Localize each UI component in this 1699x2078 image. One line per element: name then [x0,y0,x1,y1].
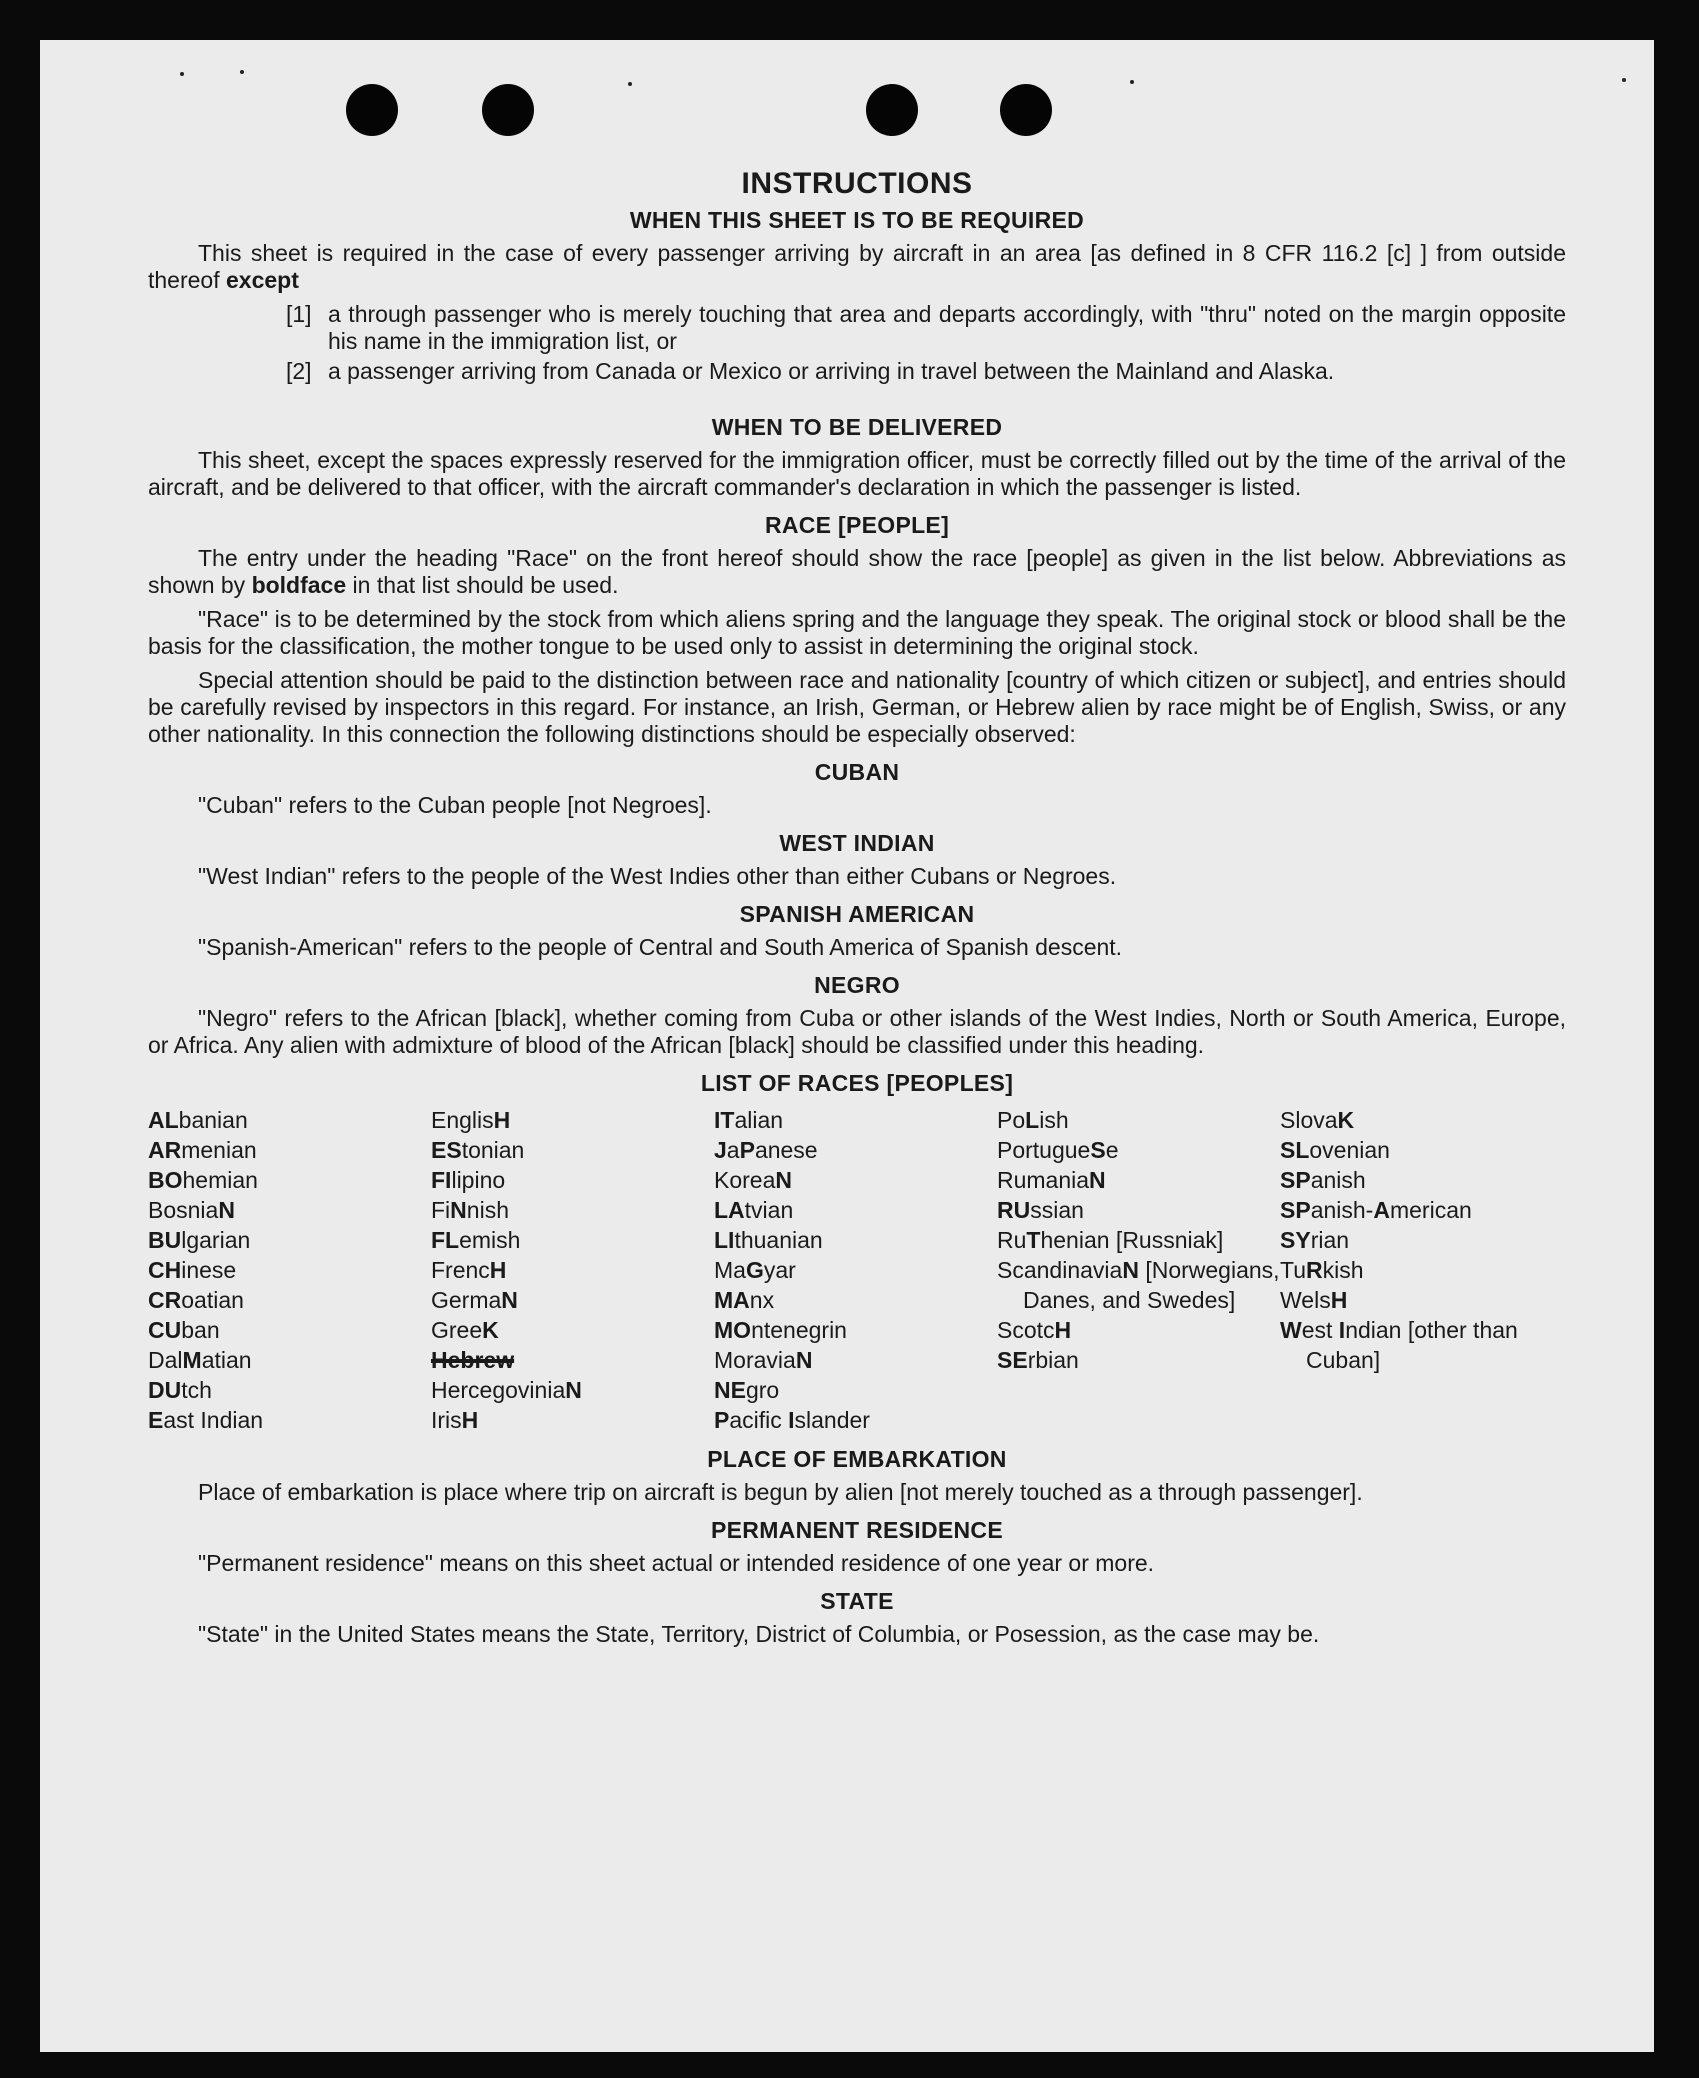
race-entry [148,1255,431,1285]
race-entry [997,1345,1280,1375]
race-entry [1280,1285,1563,1315]
race-name-part: tvian [744,1197,794,1223]
race-name-part: inese [181,1257,237,1283]
required-intro-text: This sheet is required in the case of every passenger arriving by aircraft in an area [as defined in 8 CFR 116.2 [c] ] from outside thereof [148,240,1566,293]
punch-hole [1000,84,1052,136]
race-name-part: Gree [431,1317,483,1343]
race-abbreviation: N [450,1197,467,1223]
item-text: a passenger arriving from Canada or Mexico or arriving in travel between the Mainland and Alaska. [328,358,1335,384]
race-column [431,1105,714,1435]
race-entry [148,1315,431,1345]
race-abbreviation: SP [1280,1167,1311,1193]
race-abbreviation: E [148,1407,164,1433]
race-abbreviation: N [1089,1167,1106,1193]
race-name-part: atian [201,1347,252,1373]
paper-speck [1130,80,1134,84]
embarkation-text: Place of embarkation is place where trip on aircraft is begun by alien [not merely touched as a through passenger]. [198,1479,1363,1505]
race-abbreviation: MO [714,1317,752,1343]
race-entry [1280,1135,1563,1165]
race-entry [431,1225,714,1255]
race-name-part: tonian [461,1137,525,1163]
residence-text: "Permanent residence" means on this sheet actual or intended residence of one year or more. [198,1550,1155,1576]
cuban-text: "Cuban" refers to the Cuban people [not Negroes]. [198,792,712,818]
race-entry [431,1285,714,1315]
race-name-part: Po [997,1107,1026,1133]
race-name-part: Englis [431,1107,494,1133]
race-entry [714,1165,997,1195]
race-name-part: hemian [182,1167,258,1193]
race-name-part: [Norwegians, Danes, and Swedes] [1023,1257,1280,1313]
race-abbreviation: K [482,1317,499,1343]
race-name-part: Korea [714,1167,776,1193]
race-name-part: Ru [997,1227,1027,1253]
race-name-part: anish [1310,1167,1366,1193]
section-heading-required: WHEN THIS SHEET IS TO BE REQUIRED [629,207,1085,233]
race-column [148,1105,431,1435]
race-entry [997,1195,1280,1225]
list-item [148,358,1566,385]
race-name-part: rbian [1027,1347,1079,1373]
race-name-part: oatian [181,1287,244,1313]
race-name-part: nish [466,1197,509,1223]
race-entry [148,1405,431,1435]
race-abbreviation: N [218,1197,235,1223]
race-abbreviation: N [565,1377,582,1403]
race-abbreviation: BU [148,1227,182,1253]
race-abbreviation: I [788,1407,795,1433]
race-entry [714,1105,997,1135]
race-entry [431,1345,714,1375]
race-name-part: Dal [148,1347,183,1373]
race-name-part: ovenian [1309,1137,1390,1163]
race-name-part: Wels [1280,1287,1331,1313]
race-abbreviation: G [745,1257,764,1283]
section-heading-embarkation: PLACE OF EMBARKATION [707,1446,1007,1472]
race-abbreviation: N [795,1347,813,1373]
race-name-part: slander [794,1407,870,1433]
race-name-part: Slova [1280,1107,1338,1133]
race-entry [997,1255,1280,1315]
race-abbreviation: N [775,1167,792,1193]
race-abbreviation: MA [714,1287,750,1313]
race-paragraph-3: Special attention should be paid to the distinction between race and nationality [country of which citizen or subject], and entries should be carefully revised by inspectors in this regard. For instance, an Irish, German, or Hebrew alien by race might be of English, Swiss, or any other nationality. In this connection the following distinctions should be especially observed: [148,667,1566,747]
race-name-part: ish [1039,1107,1069,1133]
race-entry [431,1405,714,1435]
race-abbreviation: SP [1280,1197,1311,1223]
race-name-part: e [1105,1137,1119,1163]
races-list [148,1105,1566,1435]
page-title: INSTRUCTIONS [741,167,973,200]
race-entry [148,1135,431,1165]
race-name-part: ndian [other than Cuban] [1306,1317,1518,1373]
race-name-part: a [726,1137,740,1163]
race-abbreviation: RU [997,1197,1031,1223]
section-heading-residence: PERMANENT RESIDENCE [711,1517,1003,1543]
race-abbreviation: W [1280,1317,1302,1343]
section-heading-race: RACE [PEOPLE] [764,512,950,538]
race-name-part: Ma [714,1257,746,1283]
race-name-part: menian [181,1137,257,1163]
race-abbreviation: NE [714,1377,746,1403]
race-name-part: lipino [451,1167,506,1193]
section-heading-negro: NEGRO [814,972,900,998]
race-entry [431,1105,714,1135]
race-p1-end: in that list should be used. [346,572,619,598]
spanish-american-text: "Spanish-American" refers to the people of Central and South America of Spanish descent. [198,934,1123,960]
race-abbreviation: A [1373,1197,1390,1223]
race-name-part: tch [181,1377,212,1403]
section-heading-spanish-american: SPANISH AMERICAN [739,901,975,927]
race-name-part: anish- [1310,1197,1374,1223]
race-abbreviation: DU [148,1377,182,1403]
race-entry [431,1255,714,1285]
race-abbreviation: N [501,1287,518,1313]
race-p1-bold: boldface [251,572,347,598]
race-name-part: Rumania [997,1167,1090,1193]
race-name-part: lgarian [181,1227,251,1253]
section-heading-cuban: CUBAN [814,759,900,785]
race-name-part: Germa [431,1287,502,1313]
race-abbreviation: CR [148,1287,182,1313]
race-entry [1280,1315,1563,1375]
race-abbreviation: AL [148,1107,179,1133]
race-abbreviation: H [1054,1317,1072,1343]
race-abbreviation: N [1122,1257,1139,1283]
race-entry [148,1375,431,1405]
race-entry [1280,1195,1563,1225]
race-name-part: ban [181,1317,220,1343]
race-entry [1280,1105,1563,1135]
race-name-part: Iris [431,1407,462,1433]
race-abbreviation: I [1338,1317,1346,1343]
race-abbreviation: SL [1280,1137,1310,1163]
delivered-text: This sheet, except the spaces expressly reserved for the immigration officer, must be correctly filled out by the time of the arrival of the aircraft, and be delivered to that officer, with the aircraft commander's declaration in which the passenger is listed. [148,447,1566,500]
race-name-part: gro [745,1377,780,1403]
race-abbreviation: M [182,1347,202,1373]
race-entry [431,1315,714,1345]
race-entry [148,1165,431,1195]
section-heading-state: STATE [820,1588,894,1614]
race-name-part: ntenegrin [751,1317,847,1343]
race-p1-text: The entry under the heading "Race" on the front hereof should show the race [people] as given in the list below. Abbreviations as shown by [148,545,1566,598]
race-entry [997,1225,1280,1255]
race-paragraph-2: "Race" is to be determined by the stock from which aliens spring and the language they speak. The original stock or blood shall be the basis for the classification, the mother tongue to be used only to assist in determining the original stock. [148,606,1566,659]
race-name-part: Moravia [714,1347,796,1373]
document-page [40,40,1654,2052]
race-abbreviation: H [1330,1287,1348,1313]
race-abbreviation: ES [431,1137,462,1163]
race-abbreviation: T [1026,1227,1041,1253]
required-intro [148,240,1566,294]
race-name-part: ssian [1030,1197,1084,1223]
race-entry [714,1405,997,1435]
race-entry [997,1135,1280,1165]
race-abbreviation: H [493,1107,511,1133]
list-item [148,301,1566,355]
punch-hole [482,84,534,136]
race-entry [148,1225,431,1255]
race-entry [997,1105,1280,1135]
race-entry [714,1255,997,1285]
race-abbreviation: CH [148,1257,182,1283]
section-heading-west-indian: WEST INDIAN [779,830,935,856]
race-name-part: anese [754,1137,818,1163]
race-entry [714,1135,997,1165]
race-name-part: merican [1389,1197,1472,1223]
race-abbreviation: FL [431,1227,460,1253]
item-text: a through passenger who is merely touching that area and departs accordingly, with "thru" noted on the margin opposite his name in the immigration list, or [328,301,1566,354]
race-name-part: Frenc [431,1257,490,1283]
section-heading-list-of-races: LIST OF RACES [PEOPLES] [700,1070,1014,1096]
race-entry [714,1195,997,1225]
race-entry [714,1315,997,1345]
required-intro-except: except [226,267,299,293]
race-name-part: henian [Russniak] [1040,1227,1224,1253]
race-entry [714,1375,997,1405]
race-name-part: acific [729,1407,789,1433]
race-entry [1280,1255,1563,1285]
race-abbreviation: LI [714,1227,735,1253]
race-abbreviation: LA [714,1197,745,1223]
race-abbreviation: L [1025,1107,1040,1133]
state-text: "State" in the United States means the State, Territory, District of Columbia, or Posession, as the case may be. [198,1621,1320,1647]
negro-text: "Negro" refers to the African [black], whether coming from Cuba or other islands of the West Indies, North or South America, Europe, or Africa. Any alien with admixture of blood of the African [black] should be classified under this heading. [148,1005,1566,1058]
race-name-part: thuanian [734,1227,823,1253]
race-name-part: nx [749,1287,775,1313]
race-abbreviation: FI [431,1167,452,1193]
race-entry [148,1345,431,1375]
race-abbreviation: SE [997,1347,1028,1373]
race-entry [1280,1225,1563,1255]
race-abbreviation: J [714,1137,727,1163]
struck-race-name: Hebrew [431,1347,515,1373]
race-abbreviation: BO [148,1167,183,1193]
race-name-part: Hercegovinia [431,1377,566,1403]
race-entry [148,1105,431,1135]
race-entry [714,1285,997,1315]
race-abbreviation: K [1337,1107,1355,1133]
race-name-part: Tu [1280,1257,1306,1283]
race-name-part: Scotc [997,1317,1055,1343]
race-entry [714,1345,997,1375]
race-entry [148,1285,431,1315]
race-column [1280,1105,1563,1435]
paper-speck [1622,78,1626,82]
item-number: [1] [286,301,312,327]
race-entry [431,1195,714,1225]
paper-speck [628,82,632,86]
race-column [997,1105,1280,1435]
race-abbreviation: S [1090,1137,1106,1163]
race-abbreviation: P [739,1137,755,1163]
race-name-part: alian [734,1107,784,1133]
race-abbreviation: R [1306,1257,1323,1283]
race-abbreviation: SY [1280,1227,1311,1253]
race-name-part: banian [178,1107,248,1133]
race-entry [997,1165,1280,1195]
race-entry [431,1375,714,1405]
race-name-part: Scandinavia [997,1257,1123,1283]
race-abbreviation: P [714,1407,730,1433]
race-entry [1280,1165,1563,1195]
item-number: [2] [286,358,312,384]
race-name-part: Bosnia [148,1197,219,1223]
race-entry [997,1315,1280,1345]
race-name-part: emish [459,1227,521,1253]
paper-speck [240,70,244,74]
race-abbreviation: H [461,1407,479,1433]
race-name-part: Fi [431,1197,451,1223]
punch-hole [866,84,918,136]
exception-list [148,301,1566,385]
race-name-part: rian [1310,1227,1350,1253]
punch-hole [346,84,398,136]
race-entry [714,1225,997,1255]
race-name-part: ast Indian [163,1407,264,1433]
race-name-part: est [1301,1317,1339,1343]
race-name-part: yar [763,1257,796,1283]
race-abbreviation: IT [714,1107,735,1133]
race-entry [431,1165,714,1195]
race-entry [148,1195,431,1225]
instructions-text [148,166,1566,1655]
paper-speck [180,72,184,76]
race-entry [431,1135,714,1165]
race-abbreviation: AR [148,1137,182,1163]
race-abbreviation: CU [148,1317,182,1343]
race-abbreviation: H [489,1257,507,1283]
race-column [714,1105,997,1435]
section-heading-delivered: WHEN TO BE DELIVERED [711,414,1003,440]
west-indian-text: "West Indian" refers to the people of the West Indies other than either Cubans or Negroes. [198,863,1117,889]
race-name-part: kish [1322,1257,1364,1283]
race-paragraph-1 [148,545,1566,599]
race-name-part: Portugue [997,1137,1091,1163]
